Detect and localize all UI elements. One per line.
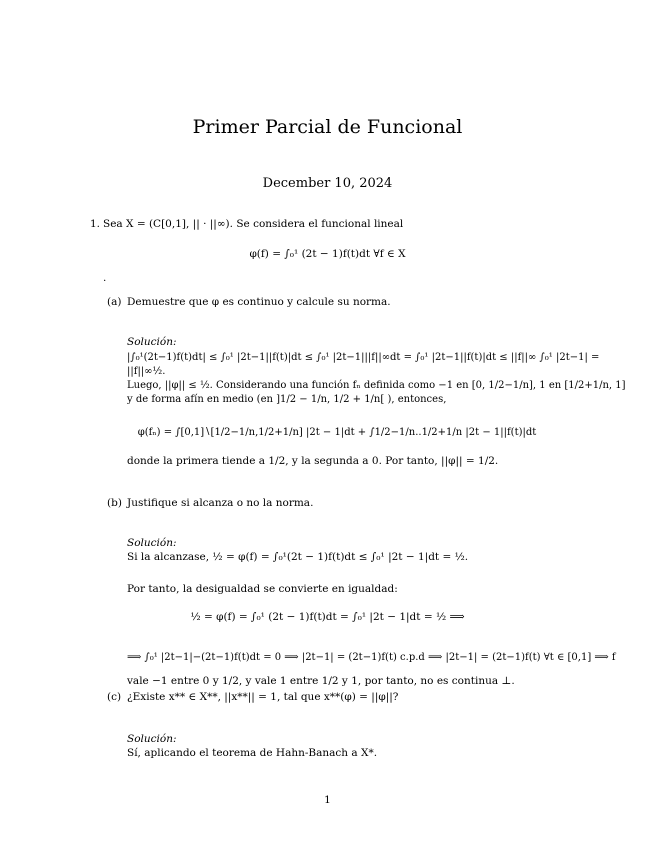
part-a-line-4: y de forma afín en medio (en ]1/2 − 1/n, 1/2 + 1/n[ ), entonces, [127,394,447,405]
part-c-label: (c) [107,691,122,703]
part-a-line-1: |∫₀¹(2t−1)f(t)dt| ≤ ∫₀¹ |2t−1||f(t)|dt ≤ ∫₀¹ |2t−1|||f||∞dt = ∫₀¹ |2t−1||f(t)|dt ≤ ||f||∞ ∫₀¹ |2t−1| = [127,352,600,363]
part-a-solution-heading: Solución: [127,336,177,348]
part-a-line-2: ||f||∞½. [127,366,166,377]
problem-dot: . [103,272,107,284]
part-c-question: ¿Existe x** ∈ X**, ||x**|| = 1, tal que x**(φ) = ||φ||? [127,691,399,703]
part-a-display-formula: φ(fₙ) = ∫[0,1]∖[1/2−1/n,1/2+1/n] |2t − 1|dt + ∫1/2−1/n..1/2+1/n |2t − 1||f(t)|dt [137,427,537,438]
part-a-label: (a) [107,296,122,308]
part-c-solution-heading: Solución: [127,733,177,745]
part-b-line-1: Si la alcanzase, ½ = φ(f) = ∫₀¹(2t − 1)f(t)dt ≤ ∫₀¹ |2t − 1|dt = ½. [127,551,469,563]
problem-statement: Sea X = (C[0,1], || · ||∞). Se considera el funcional lineal [103,218,404,230]
part-a-line-3: Luego, ||φ|| ≤ ½. Considerando una función fₙ definida como −1 en [0, 1/2−1/n], 1 en [1/2+1/n, 1] [127,380,626,391]
problem-number: 1. [90,218,101,230]
document-title: Primer Parcial de Funcional [192,116,463,138]
part-a-conclusion: donde la primera tiende a 1/2, y la segunda a 0. Por tanto, ||φ|| = 1/2. [127,455,499,467]
part-b-line-3: vale −1 entre 0 y 1/2, y vale 1 entre 1/2 y 1, por tanto, no es continua ⊥. [127,675,515,687]
part-b-label: (b) [107,497,122,509]
part-b-solution-heading: Solución: [127,537,177,549]
part-c-answer: Sí, aplicando el teorema de Hahn-Banach a X*. [127,747,378,759]
document-date: December 10, 2024 [262,176,393,191]
part-a-question: Demuestre que φ es continuo y calcule su norma. [127,296,391,308]
part-b-display-2: ⟹ ∫₀¹ |2t−1|−(2t−1)f(t)dt = 0 ⟹ |2t−1| = (2t−1)f(t) c.p.d ⟹ |2t−1| = (2t−1)f(t) ∀t ∈ [0,1] ⟹ f [127,652,616,663]
part-b-display-1: ½ = φ(f) = ∫₀¹ (2t − 1)f(t)dt = ∫₀¹ |2t − 1|dt = ½ ⟹ [190,611,465,623]
page-number: 1 [324,794,331,806]
part-b-line-2: Por tanto, la desigualdad se convierte en igualdad: [127,583,398,595]
problem-formula: φ(f) = ∫₀¹ (2t − 1)f(t)dt ∀f ∈ X [249,248,406,260]
part-b-question: Justifique si alcanza o no la norma. [127,497,314,509]
